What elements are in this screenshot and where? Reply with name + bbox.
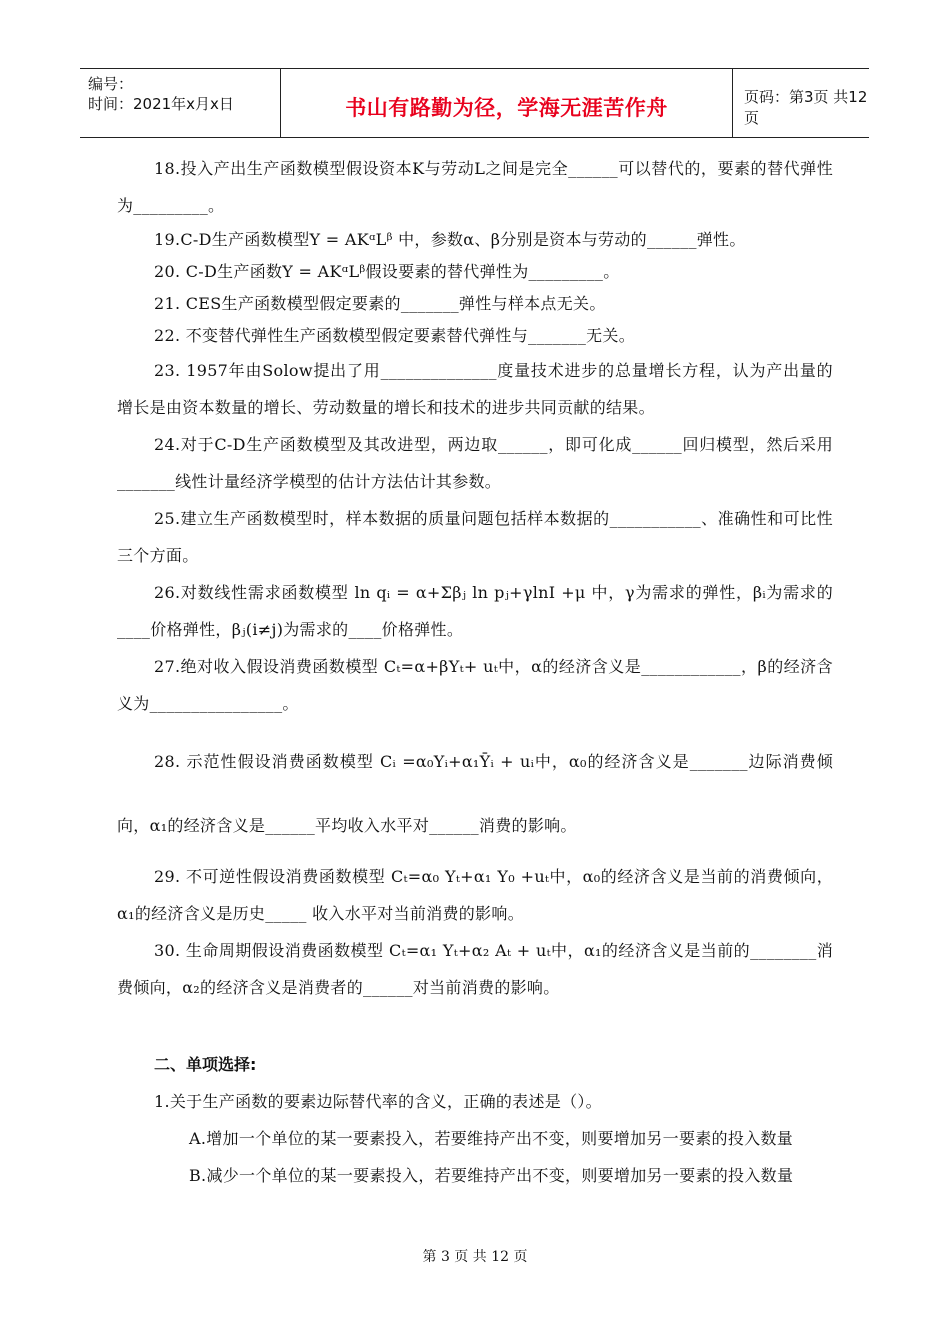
question-22: 22. 不变替代弹性生产函数模型假定要素替代弹性与_______无关。 [154, 326, 636, 345]
question-25: 25.建立生产函数模型时，样本数据的质量问题包括样本数据的___________、准确性和可比性三个方面。 [117, 509, 833, 565]
page-footer: 第 3 页 共 12 页 [422, 1249, 528, 1265]
question-18: 18.投入产出生产函数模型假设资本K与劳动L之间是完全______可以替代的，要素的替代弹性为_________。 [117, 159, 833, 215]
question-23: 23. 1957年由Solow提出了用______________度量技术进步的总量增长方程，认为产出量的增长是由资本数量的增长、劳动数量的增长和技术的进步共同贡献的结果。 [117, 361, 833, 417]
document-body [117, 150, 833, 1194]
question-20: 20. C-D生产函数Y = AKᵅLᵝ假设要素的替代弹性为_________。 [154, 262, 620, 281]
question-27: 27.绝对收入假设消费函数模型 Cₜ=α+βYₜ+ uₜ中，α的经济含义是____________，β的经济含义为________________。 [117, 657, 833, 713]
question-30: 30. 生命周期假设消费函数模型 Cₜ=α₁ Yₜ+α₂ Aₜ + uₜ中，α₁的经济含义是当前的________消费倾向，α₂的经济含义是消费者的______对当前消费的影响。 [117, 941, 833, 997]
header-motto-cell [281, 69, 733, 137]
choice-question-1: 1.关于生产函数的要素边际替代率的含义，正确的表述是（）。 [154, 1092, 602, 1111]
question-26: 26.对数线性需求函数模型 ln qᵢ = α+Σβⱼ ln pⱼ+γlnI +μ 中，γ为需求的弹性，βᵢ为需求的____价格弹性，βⱼ(i≠j)为需求的____价格弹性。 [117, 583, 833, 639]
document-number-label: 编号： [88, 75, 134, 93]
question-28: 28. 示范性假设消费函数模型 Cᵢ =α₀Yᵢ+α₁Ȳᵢ + uᵢ中，α₀的经济含义是_______边际消费倾向，α₁的经济含义是______平均收入水平对______消费的影响。 [117, 752, 833, 835]
question-24: 24.对于C-D生产函数模型及其改进型，两边取______，即可化成______回归模型，然后采用_______线性计量经济学模型的估计方法估计其参数。 [117, 435, 833, 491]
choice-option-b: B.减少一个单位的某一要素投入，若要维持产出不变，则要增加另一要素的投入数量 [189, 1166, 794, 1185]
section-heading: 二、单项选择: [154, 1055, 257, 1074]
header-page-cell [734, 69, 869, 137]
question-19: 19.C-D生产函数模型Y = AKᵅLᵝ 中，参数α、β分别是资本与劳动的______弹性。 [154, 230, 746, 249]
header-info-cell [80, 69, 281, 137]
document-date-label: 时间：2021年x月x日 [88, 95, 234, 113]
question-29: 29. 不可逆性假设消费函数模型 Cₜ=α₀ Yₜ+α₁ Y₀ +uₜ中，α₀的经济含义是当前的消费倾向，α₁的经济含义是历史_____ 收入水平对当前消费的影响。 [117, 867, 833, 923]
page-header [80, 68, 869, 138]
header-page-number: 页码：第3页 共12页 [744, 88, 868, 127]
choice-option-a: A.增加一个单位的某一要素投入，若要维持产出不变，则要增加另一要素的投入数量 [189, 1129, 794, 1148]
header-motto: 书山有路勤为径，学海无涯苦作舟 [345, 96, 668, 120]
question-21: 21. CES生产函数模型假定要素的_______弹性与样本点无关。 [154, 294, 606, 313]
